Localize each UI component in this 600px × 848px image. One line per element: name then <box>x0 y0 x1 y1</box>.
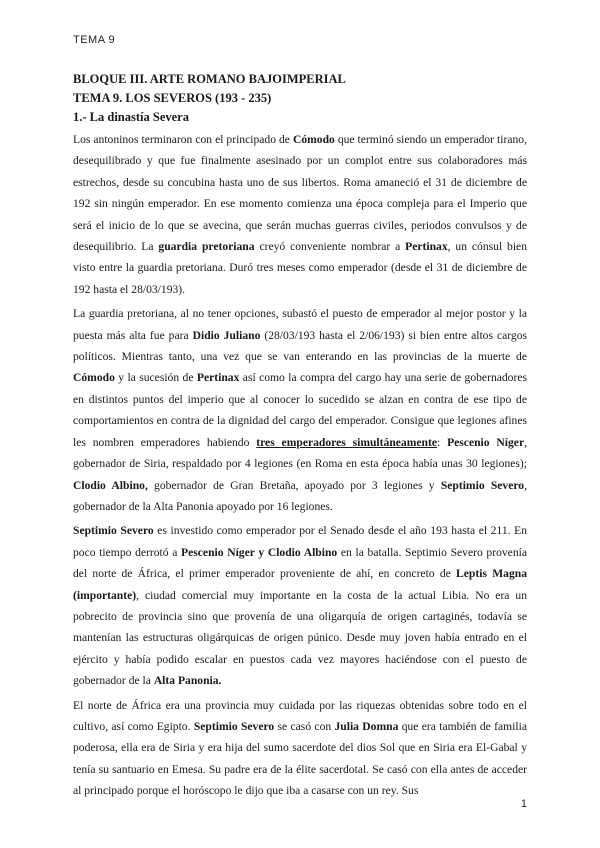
paragraph <box>73 129 527 300</box>
bold-term: Pescenio Níger y Clodio Albino <box>181 545 338 559</box>
bold-term: Cómodo <box>73 371 115 385</box>
bold-term: Septimio Severo <box>440 478 525 492</box>
document-body <box>73 70 527 805</box>
text-run: creyó conveniente nombrar a <box>254 240 406 254</box>
document-subtitle: TEMA 9. LOS SEVEROS (193 - 235) <box>73 91 272 105</box>
bold-term: Septimio Severo <box>73 524 154 538</box>
text-run: El norte de África era una provincia muy cuidada por las riquezas obtenidas sobre todo en el cultivo, así como Egipto. <box>73 698 527 733</box>
text-run: , gobernador de Siria, respaldado por 4 legiones (en Roma en esta época había unas 30 legiones); <box>73 435 528 471</box>
bold-term: tres emperadores simultáneamente <box>256 435 437 449</box>
bold-term: Julia Domna <box>334 719 399 733</box>
bold-term: Clodio Albino, <box>73 478 148 492</box>
bold-term: Pertinax <box>196 371 240 385</box>
bold-term: Cómodo <box>292 133 335 146</box>
paragraph <box>73 303 527 517</box>
bold-term: guardia pretoriana <box>158 240 255 254</box>
page-number: 1 <box>520 798 527 810</box>
bold-term: Alta Panonia. <box>153 674 222 688</box>
text-run: en la batalla. Septimio Severo provenía del norte de África, el primer emperador proveniente de ahí, en concreto de <box>73 545 527 581</box>
text-run: (28/03/193 hasta el 2/06/193) si bien entre altos cargos políticos. Mientras tanto, una vez que se van enterando en las provincias de la muerte de <box>73 328 528 364</box>
text-run: , un cónsul bien visto entre la guardia pretoriana. Duró tres meses como emperador (desde el 31 de diciembre de 192 hasta el 28/03/193). <box>73 240 527 296</box>
text-run: , ciudad comercial muy importante en la costa de la actual Libia. No era un pobrecito de provincia sino que provenía de una oligarquía de origen cartaginés, todavía se mantenían las estructuras oligárquicas de origen púnico. Desde muy joven había entrado en el ejército y había podido escalar en puestos cada vez mayores haciéndose con el puesto de gobernador de la <box>73 588 527 688</box>
document-title: BLOQUE III. ARTE ROMANO BAJOIMPERIAL <box>73 72 346 86</box>
bold-term: Pertinax <box>405 240 448 254</box>
bold-term: Didio Juliano <box>192 328 261 342</box>
text-run: gobernador de Gran Bretaña, apoyado por 3 legiones y <box>147 478 441 492</box>
running-header: TEMA 9 <box>73 34 116 46</box>
text-run: que terminó siendo un emperador tirano, desequilibrado y que fue finalmente asesinado por un complot entre sus colaboradores más estrechos, desde su concubina hasta uno de sus libertos. Roma amaneció el 31 de diciembre de 192 sin ningún emperador. En ese momento comienza una época compleja para el Imperio que será el inicio de lo que se avecina, que serán muchas guerras civiles, periodos convulsos y de desequilibrio. La <box>73 133 527 254</box>
paragraph-list <box>73 129 527 802</box>
bold-term: Pescenio Níger <box>447 435 525 449</box>
paragraph <box>73 695 527 802</box>
bold-term: Leptis Magna (importante) <box>73 567 527 602</box>
text-run: y la sucesión de <box>114 371 197 385</box>
text-run: se casó con <box>274 719 335 733</box>
text-run: , gobernador de la Alta Panonia apoyado por 16 legiones. <box>73 478 528 513</box>
text-run: La guardia pretoriana, al no tener opciones, subastó el puesto de emperador al mejor postor y la puesta más alta fue para <box>73 307 527 342</box>
bold-term: Septimio Severo <box>193 719 275 733</box>
paragraph <box>73 520 527 691</box>
section-heading: 1.- La dinastía Severa <box>73 110 189 124</box>
text-run: así como la compra del cargo hay una serie de gobernadores en distintos puntos del imperio que al conocer lo sucedido se alzan en contra de ese tipo de comportamientos en contra de la dignidad del cargo del emperador. Consigue que legiones afines les nombren emperadores habiendo <box>73 371 527 449</box>
text-run: Los antoninos terminaron con el principado de <box>73 133 293 146</box>
text-run: que era también de familia poderosa, ella era de Siria y era hija del sumo sacerdote del dios Sol que en Siria era El-Gabal y tenía su santuario en Emesa. Su padre era de la élite sacerdotal. Se casó con ella antes de acceder al principado porque el horóscopo le dijo que iba a casarse con un rey. Sus <box>73 719 527 798</box>
text-run: : <box>436 435 448 449</box>
text-run: es investido como emperador por el Senado desde el año 193 hasta el 211. En poco tiempo derrotó a <box>73 524 528 559</box>
